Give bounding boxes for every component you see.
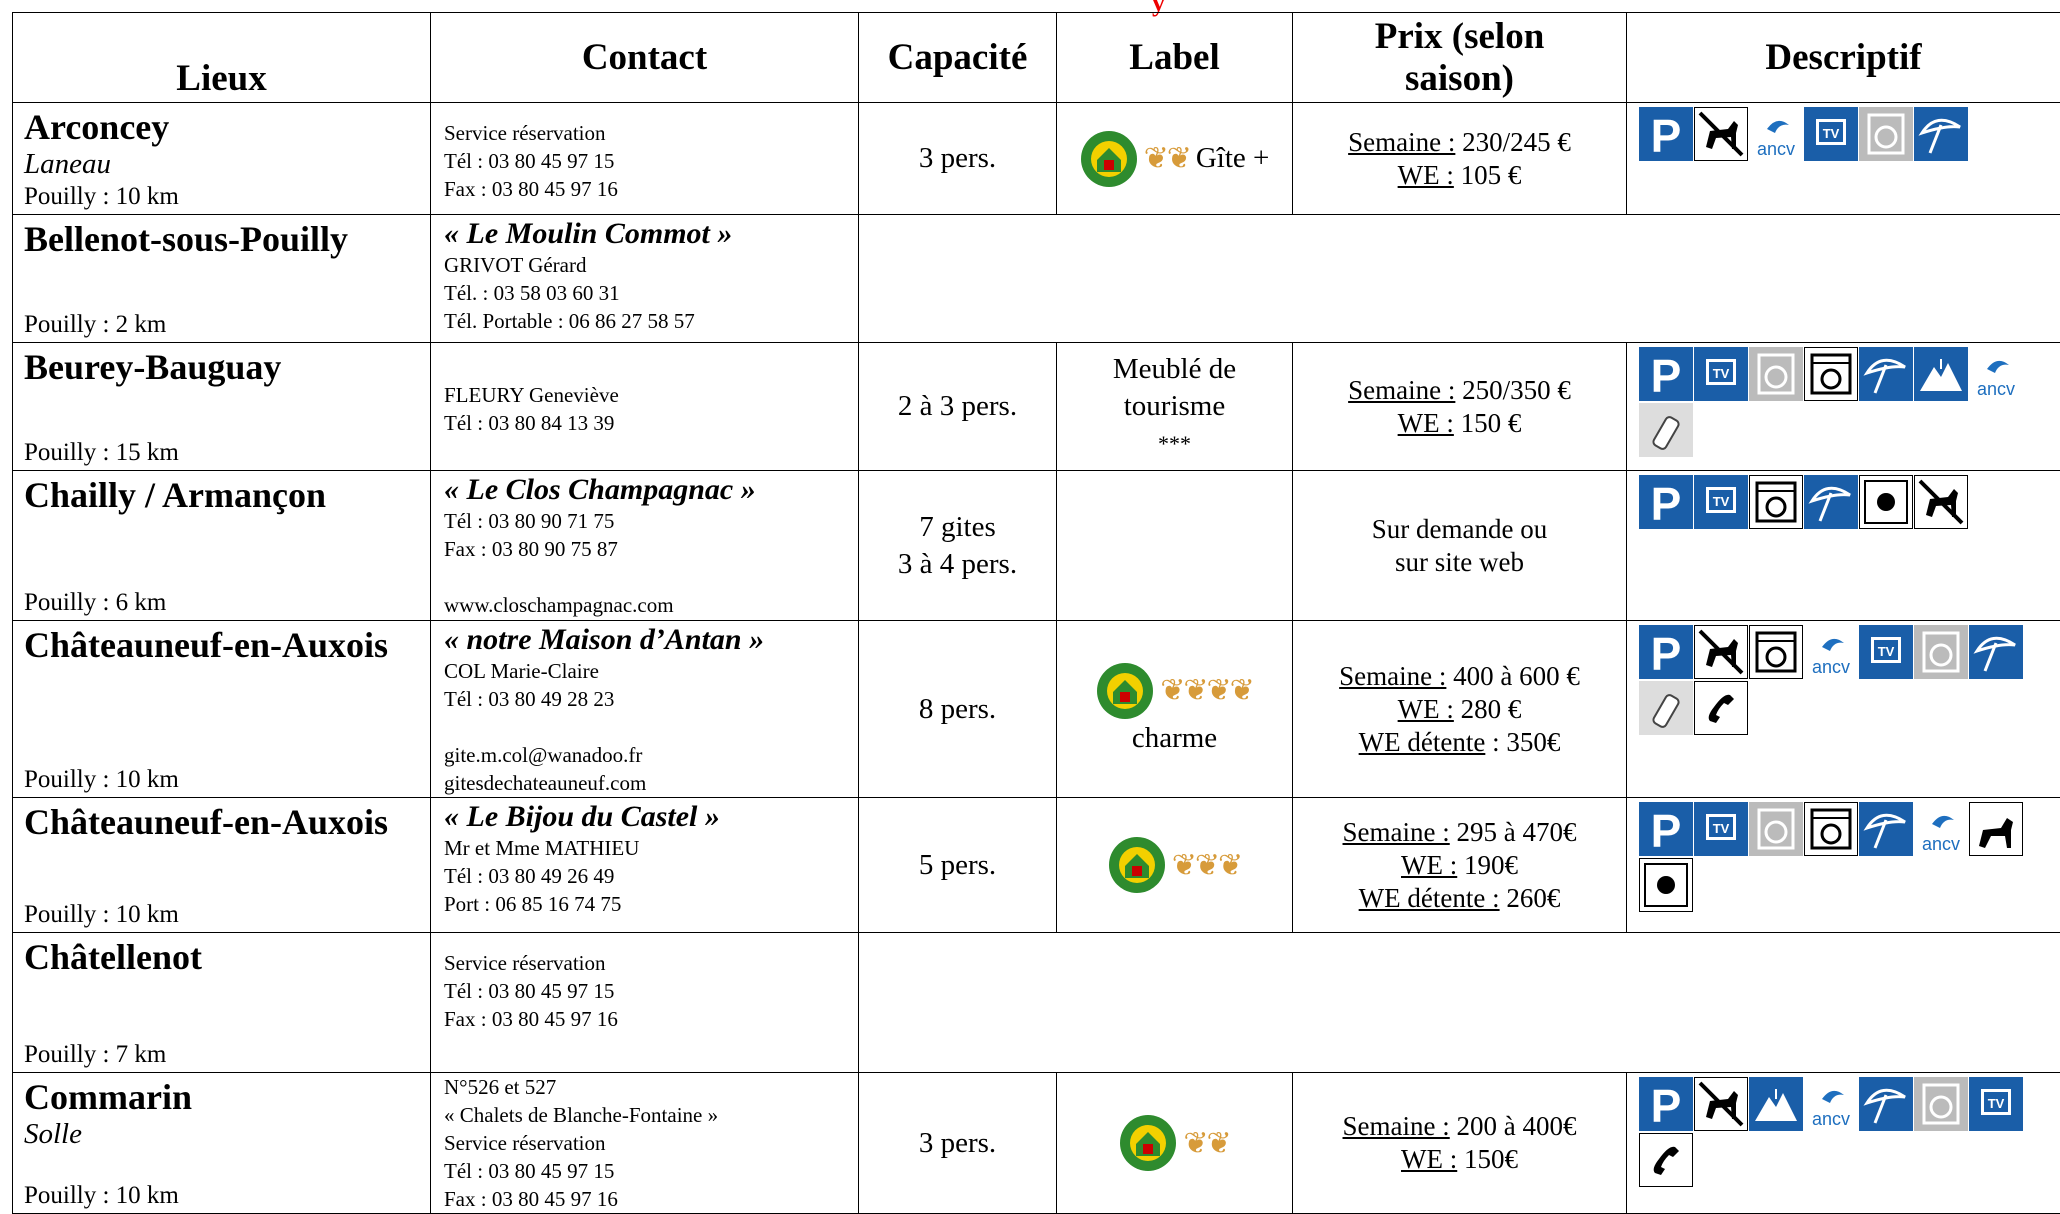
prix-cell [1293,471,1627,621]
contact-line: GRIVOT Gérard [444,251,858,279]
contact-cell [431,621,859,798]
no-pets-icon [1694,107,1748,161]
contact-title: « Le Moulin Commot » [444,217,858,251]
contact-cell [431,343,859,471]
phone-icon [1694,681,1748,735]
prix-line: sur site web [1293,546,1626,579]
lieu-name: Bellenot-sous-Pouilly [13,215,430,259]
lieu-distance: Pouilly : 7 km [13,1040,166,1072]
svg-text:ancv: ancv [1977,379,2015,399]
capacite-cell [859,621,1057,798]
svg-text:ancv: ancv [1812,1109,1850,1129]
contact-title: « notre Maison d’Antan » [444,623,858,657]
lieu-distance: Pouilly : 10 km [13,182,179,214]
svg-text:ancv: ancv [1757,139,1795,159]
contact-line [444,713,858,741]
ancv-icon [1749,107,1803,161]
tv-icon [1859,625,1913,679]
washing-machine-icon [1749,347,1803,401]
svg-text:P: P [1651,805,1682,856]
tv-icon [1694,475,1748,529]
contact-line: Tél : 03 80 49 28 23 [444,685,858,713]
contact-line: Tél : 03 80 45 97 15 [444,977,858,1005]
label-badge [1057,662,1292,757]
prix-cell [1293,1073,1627,1214]
svg-text:TV: TV [1713,366,1730,381]
svg-text:TV: TV [1988,1096,2005,1111]
capacite-cell [859,471,1057,621]
descriptif-cell [1627,1073,2060,1214]
ancv-icon [1804,625,1858,679]
lieu-cell [13,1073,431,1214]
top-fragment [0,0,2060,12]
header-label: Label [1057,13,1293,103]
contact-line: Service réservation [444,119,858,147]
parking-icon [1639,625,1693,679]
lieu-cell [13,933,431,1073]
lieu-cell [13,621,431,798]
descriptif-cell [1627,621,2060,798]
parking-icon [1639,347,1693,401]
contact-cell [431,798,859,933]
capacite-cell [859,343,1057,471]
prix-cell [1293,798,1627,933]
tv-icon [1694,802,1748,856]
parking-icon [1639,107,1693,161]
lieu-name: Châteauneuf-en-Auxois [13,621,430,665]
contact-line: Fax : 03 80 45 97 16 [444,175,858,203]
svg-text:ancv: ancv [1812,657,1850,677]
prix-value: 260€ [1500,883,1561,913]
header-descriptif: Descriptif [1627,13,2060,103]
tv-icon [1694,347,1748,401]
svg-text:TV: TV [1878,644,1895,659]
capacite-cell [859,798,1057,933]
lieu-name: Chailly / Armançon [13,471,430,515]
prix-label: WE détente [1359,727,1486,757]
contact-line: Port : 06 85 16 74 75 [444,890,858,918]
contact-line: www.closchampagnac.com [444,591,858,619]
header-capacite: Capacité [859,13,1057,103]
contact-line: Fax : 03 80 45 97 16 [444,1005,858,1033]
prix-value: 105 € [1454,160,1522,190]
contact-cell [431,215,859,343]
prix-line [1293,660,1626,693]
lieu-cell [13,215,431,343]
prix-value: 280 € [1454,694,1522,724]
table-row [13,471,2060,621]
beach-umbrella-icon [1804,475,1858,529]
prix-value: 295 à 470€ [1450,817,1577,847]
beach-umbrella-icon [1859,1077,1913,1131]
prix-value: 250/350 € [1455,375,1571,405]
prix-value: 400 à 600 € [1446,661,1579,691]
dryer-icon [1639,858,1693,912]
lieu-cell [13,471,431,621]
descriptif-cell [1627,103,2060,215]
table-row [13,798,2060,933]
table-row [13,343,2060,471]
capacite-value: 8 pers. [919,693,996,725]
prix-value: 190€ [1457,850,1518,880]
prix-line [1293,882,1626,915]
gites-de-france-logo [1096,662,1154,720]
ancv-icon [1804,1077,1858,1131]
svg-text:TV: TV [1713,821,1730,836]
svg-text:P: P [1651,1080,1682,1131]
descriptif-cell [1627,471,2060,621]
beach-umbrella-icon [1859,802,1913,856]
lieu-distance: Pouilly : 15 km [13,438,179,470]
contact-line: Tél. Portable : 06 86 27 58 57 [444,307,858,335]
contact-line: Tél. : 03 58 03 60 31 [444,279,858,307]
svg-text:P: P [1651,478,1682,529]
prix-line [1293,849,1626,882]
prix-line [1293,159,1626,192]
table-row [13,1073,2060,1214]
lieu-name: Commarin [13,1073,430,1117]
epis-rating: ❦❦ [1144,140,1190,177]
capacite-line: 3 à 4 pers. [859,546,1056,583]
no-pets-icon [1914,475,1968,529]
prix-label: WE : [1401,1144,1457,1174]
prix-line [1293,374,1626,407]
label-line: Meublé de [1057,351,1292,388]
capacite-cell [859,103,1057,215]
header-lieux: Lieux [13,13,431,103]
label-cell [1057,798,1293,933]
prix-value: 230/245 € [1455,127,1571,157]
contact-line: gitesdechateauneuf.com [444,769,858,797]
washing-machine-icon [1749,802,1803,856]
title-fragment: y [1152,0,1165,18]
beach-umbrella-icon [1859,347,1913,401]
lieu-distance: Pouilly : 10 km [13,765,179,797]
contact-line: COL Marie-Claire [444,657,858,685]
contact-cell [431,933,859,1073]
lieu-cell [13,343,431,471]
prix-label: WE détente : [1359,883,1500,913]
contact-title: « Le Bijou du Castel » [444,800,858,834]
contact-line: Tél : 03 80 49 26 49 [444,862,858,890]
label-line: *** [1057,425,1292,462]
washing-machine-icon [1859,107,1913,161]
no-pets-icon [1694,1077,1748,1131]
prix-cell [1293,103,1627,215]
prix-label: Semaine : [1339,661,1446,691]
header-row [13,13,2060,103]
label-line: tourisme [1057,388,1292,425]
prix-label: Semaine : [1343,1111,1450,1141]
capacite-value: 5 pers. [919,849,996,881]
lieu-distance: Pouilly : 10 km [13,1181,179,1213]
prix-label: WE : [1398,160,1454,190]
lieu-name: Arconcey [13,103,430,147]
prix-value: 150 € [1454,408,1522,438]
lieu-distance: Pouilly : 6 km [13,588,166,620]
baby-bottle-icon [1639,681,1693,735]
label-cell [1057,343,1293,471]
dryer-icon [1859,475,1913,529]
contact-line: Service réservation [444,1129,858,1157]
empty-cell [859,215,2060,343]
table-row [13,103,2060,215]
no-pets-icon [1694,625,1748,679]
contact-line: Fax : 03 80 45 97 16 [444,1185,858,1213]
lieu-distance: Pouilly : 2 km [13,310,166,342]
table-row [13,621,2060,798]
dishwasher-icon [1804,802,1858,856]
beach-umbrella-icon [1969,625,2023,679]
capacite-value: 2 à 3 pers. [898,390,1017,422]
epis-rating: ❦❦❦ [1172,847,1241,884]
lieu-cell [13,103,431,215]
beach-umbrella-icon [1914,107,1968,161]
contact-line: Tél : 03 80 90 71 75 [444,507,858,535]
label-cell [1057,1073,1293,1214]
svg-text:TV: TV [1713,494,1730,509]
label-cell [1057,621,1293,798]
dishwasher-icon [1804,347,1858,401]
dishwasher-icon [1749,475,1803,529]
contact-title: « Le Clos Champagnac » [444,473,858,507]
parking-icon [1639,475,1693,529]
contact-cell [431,103,859,215]
lieu-name: Châtellenot [13,933,430,977]
prix-line [1293,1143,1626,1176]
descriptif-cell [1627,343,2060,471]
parking-icon [1639,1077,1693,1131]
prix-line [1293,407,1626,440]
gites-de-france-logo [1119,1114,1177,1172]
header-contact: Contact [431,13,859,103]
label-badge [1057,836,1292,894]
contact-cell [431,471,859,621]
capacite-value: 3 pers. [919,1127,996,1159]
prix-value: 150€ [1457,1144,1518,1174]
header-prix: Prix (selon saison) [1293,13,1627,103]
lieu-distance: Pouilly : 10 km [13,900,179,932]
prix-label: WE : [1398,408,1454,438]
table-row [13,215,2060,343]
contact-line: FLEURY Geneviève [444,381,858,409]
contact-line: « Chalets de Blanche-Fontaine » [444,1101,858,1129]
prix-line: Sur demande ou [1293,513,1626,546]
gites-de-france-logo [1080,130,1138,188]
lieu-subname: Solle [13,1117,430,1151]
ancv-icon [1914,802,1968,856]
gites-de-france-logo [1108,836,1166,894]
prix-cell [1293,343,1627,471]
capacite-value: 3 pers. [919,142,996,174]
prix-label: Semaine : [1348,375,1455,405]
svg-text:P: P [1651,350,1682,401]
table-row [13,933,2060,1073]
svg-text:P: P [1651,110,1682,161]
contact-cell [431,1073,859,1214]
lieu-subname: Laneau [13,147,430,181]
label-text: charme [1057,720,1292,757]
tv-icon [1804,107,1858,161]
dishwasher-icon [1749,625,1803,679]
tv-icon [1969,1077,2023,1131]
svg-text:TV: TV [1823,126,1840,141]
pets-allowed-icon [1969,802,2023,856]
prix-line [1293,126,1626,159]
contact-line: Mr et Mme MATHIEU [444,834,858,862]
capacite-cell [859,1073,1057,1214]
contact-line: Fax : 03 80 90 75 87 [444,535,858,563]
prix-value: : 350€ [1485,727,1560,757]
washing-machine-icon [1914,625,1968,679]
svg-text:ancv: ancv [1922,834,1960,854]
label-text: Gîte + [1196,140,1270,177]
prix-label: WE : [1398,694,1454,724]
parking-icon [1639,802,1693,856]
empty-cell [859,933,2060,1073]
lieu-name: Châteauneuf-en-Auxois [13,798,430,842]
ancv-icon [1969,347,2023,401]
contact-line: Tél : 03 80 45 97 15 [444,1157,858,1185]
lieu-name: Beurey-Bauguay [13,343,430,387]
svg-text:P: P [1651,628,1682,679]
gites-table [12,12,2060,1214]
prix-label: WE : [1401,850,1457,880]
label-badge [1057,1114,1292,1172]
contact-line [444,563,858,591]
descriptif-cell [1627,798,2060,933]
contact-line: Service réservation [444,949,858,977]
washing-machine-icon [1914,1077,1968,1131]
label-cell [1057,471,1293,621]
contact-line: gite.m.col@wanadoo.fr [444,741,858,769]
epis-rating: ❦❦❦❦ [1160,672,1253,709]
prix-line [1293,726,1626,759]
prix-line [1293,1110,1626,1143]
capacite-line: 7 gites [859,509,1056,546]
mountain-icon [1914,347,1968,401]
phone-icon [1639,1133,1693,1187]
mountain-icon [1749,1077,1803,1131]
prix-line [1293,816,1626,849]
label-badge [1057,130,1292,188]
epis-rating: ❦❦ [1183,1125,1229,1162]
prix-label: Semaine : [1343,817,1450,847]
lieu-cell [13,798,431,933]
prix-cell [1293,621,1627,798]
prix-label: Semaine : [1348,127,1455,157]
prix-value: 200 à 400€ [1450,1111,1577,1141]
baby-bottle-icon [1639,403,1693,457]
contact-line: N°526 et 527 [444,1073,858,1101]
contact-line: Tél : 03 80 84 13 39 [444,409,858,437]
contact-line: Tél : 03 80 45 97 15 [444,147,858,175]
label-cell [1057,103,1293,215]
prix-line [1293,693,1626,726]
